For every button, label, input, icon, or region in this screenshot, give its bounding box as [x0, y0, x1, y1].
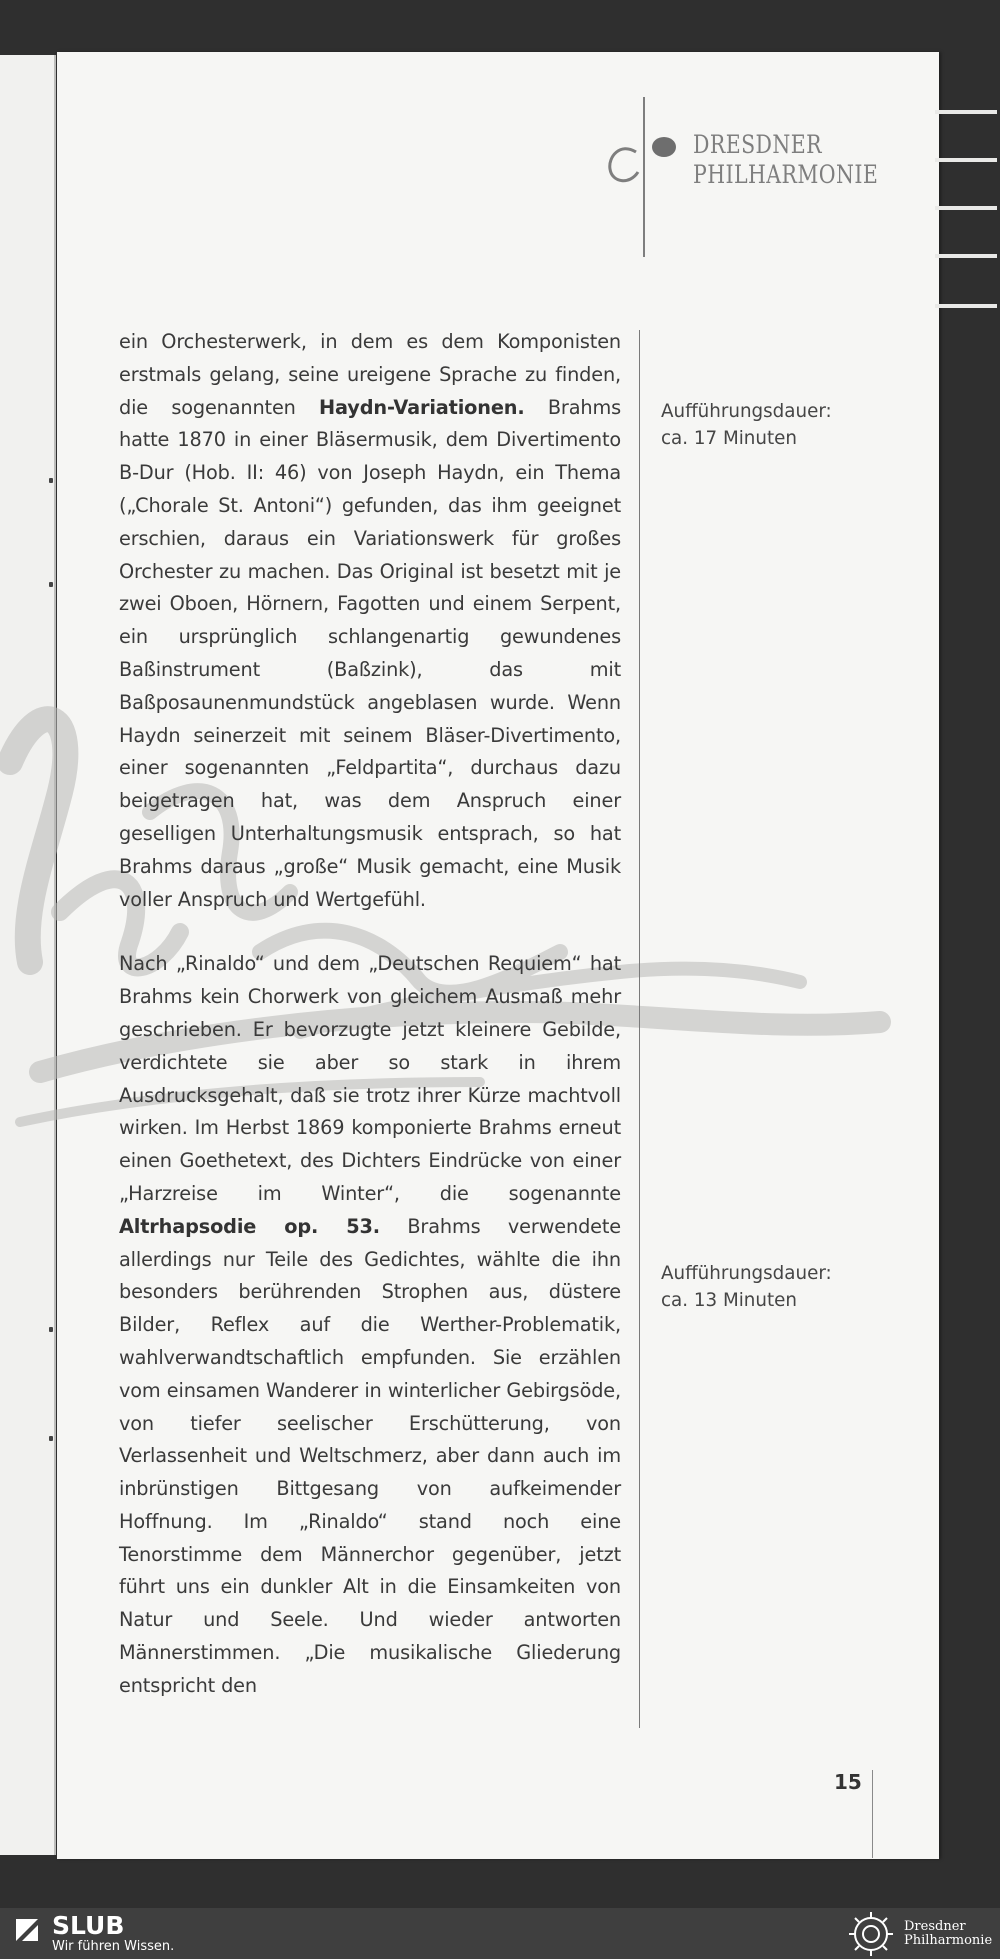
decorative-rule: [935, 158, 997, 162]
work-title-haydn-variations: Haydn-Variationen.: [319, 395, 525, 419]
slub-logo-icon[interactable]: [12, 1915, 42, 1945]
sidenote-label: Aufführungsdauer:: [661, 401, 832, 422]
sidenote-duration-altrhapsodie: [661, 1260, 832, 1314]
binding-mark: [49, 1436, 53, 1441]
sidenote-label: Aufführungsdauer:: [661, 1263, 832, 1284]
page-number-rule: [872, 1770, 873, 1858]
left-page-edge: [0, 55, 56, 1855]
work-title-altrhapsodie: Altrhapsodie op. 53.: [119, 1214, 380, 1238]
decorative-rule: [935, 110, 997, 114]
body-text: [119, 326, 621, 1703]
decorative-rule: [935, 206, 997, 210]
slub-tagline: Wir führen Wissen.: [52, 1939, 175, 1954]
binding-mark: [49, 1327, 53, 1332]
binding-mark: [49, 582, 53, 587]
paragraph-altrhapsodie: Nach „Rinaldo“ und dem „Deutschen Requiem“ hat Brahms kein Chorwerk von gleichem Ausmaß mehr geschrieben. Er bevorzugte jetzt kleinere Gebilde, verdichtete sie aber so stark in ihrem Ausdrucksgehalt, daß sie trotz ihrer Kürze machtvoll wirken. Im Herbst 1869 komponierte Brahms erneut einen Goethetext, des Dichters Eindrücke von einer „Harzreise im Winter“, die sogenannte Altrhapsodie op. 53. Brahms verwendete allerdings nur Teile des Gedichtes, wählte die ihn besonders berührenden Strophen aus, düstere Bilder, Reflex auf die Werther-Problematik, wahlverwandtschaftlich empfunden. Sie erzählen vom einsamen Wanderer in winterlicher Gebirgsöde, von tiefer seelischer Erschütterung, von Verlassenheit und Weltschmerz, aber dann auch im inbrünstigen Bittgesang von aufkeimender Hoffnung. Im „Rinaldo“ stand noch eine Tenorstimme dem Männerchor gegenüber, jetzt führt uns ein dunkler Alt in die Einsamkeiten von Natur und Seele. Und wieder antworten Männerstimmen. „Die musikalische Gliederung entspricht den: [119, 952, 621, 1697]
slub-name[interactable]: SLUB: [52, 1911, 125, 1940]
dresdner-philharmonie-footer-logo-icon[interactable]: [843, 1910, 899, 1956]
partner-name[interactable]: Dresdner Philharmonie: [904, 1919, 993, 1948]
column-divider: [639, 330, 640, 1728]
decorative-rule: [935, 304, 997, 308]
paragraph-haydn-variations: ein Orchesterwerk, in dem es dem Komponisten erstmals gelang, seine ureigene Sprache zu finden, die sogenannten Haydn-Variationen. Brahms hatte 1870 in einer Bläsermusik, dem Divertimento B-Dur (Hob. II: 46) von Joseph Haydn, ein Thema („Chorale St. Antoni“) gefunden, das ihm geeignet erschien, daraus ein Variationswerk für großes Orchester zu machen. Das Original ist besetzt mit je zwei Oboen, Hörnern, Fagotten und einem Serpent, ein ursprünglich schlangenartig gewundenes Baßinstrument (Baßzink), das mit Baßposaunenmundstück angeblasen wurde. Wenn Haydn seinerzeit mit seinem Bläser-Divertimento, einer sogenannten „Feldpartita“, durchaus dazu beigetragen hat, was dem Anspruch einer geselligen Unterhaltungsmusik entsprach, so hat Brahms daraus „große“ Musik gemacht, eine Musik voller Anspruch und Wertgefühl.: [119, 330, 621, 911]
logo-wordmark: [693, 130, 878, 190]
sidenote-value: ca. 13 Minuten: [661, 1290, 797, 1311]
page-number: 15: [834, 1770, 862, 1794]
sidenote-value: ca. 17 Minuten: [661, 428, 797, 449]
decorative-rule: [935, 254, 997, 258]
logo-line-1: DRESDNER: [693, 130, 822, 159]
dresdner-philharmonie-logo-icon: [602, 97, 682, 257]
logo-line-2: PHILHARMONIE: [693, 160, 879, 189]
binding-mark: [49, 478, 53, 483]
sidenote-duration-haydn: [661, 398, 832, 452]
